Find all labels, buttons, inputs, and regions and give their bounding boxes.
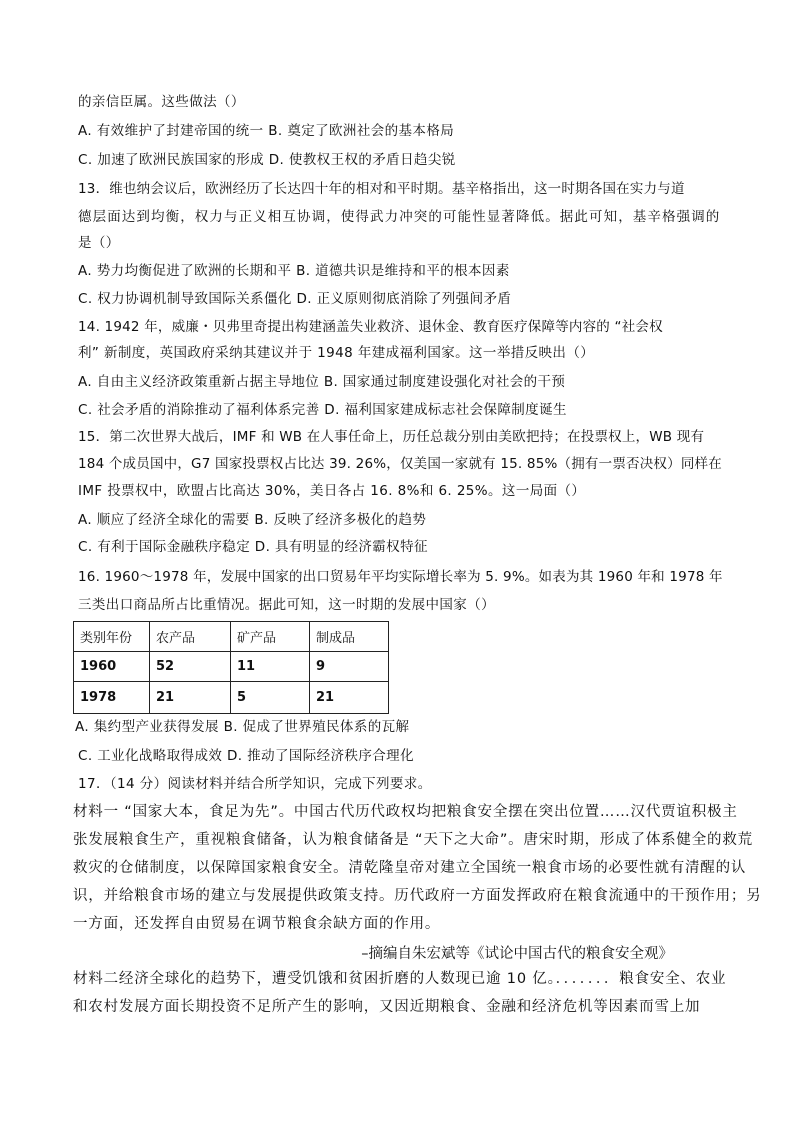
table-header-cell: 类别年份 xyxy=(74,622,150,652)
q16-options-cd: C. 工业化战略取得成效 D. 推动了国际经济秩序合理化 xyxy=(78,748,414,764)
table-header-cell: 农产品 xyxy=(150,622,231,652)
q14-stem-line2: 利” 新制度，英国政府采纳其建议并于 1948 年建成福利国家。这一举措反映出（） xyxy=(78,345,595,361)
table-row xyxy=(74,682,389,714)
q15-stem-line1: 15．第二次世界大战后，IMF 和 WB 在人事任命上，历任总裁分别由美欧把持；在投票权上，WB 现有 xyxy=(78,429,705,445)
material1-source: –摘编自朱宏斌等《试论中国古代的粮食安全观》 xyxy=(361,946,673,962)
table-cell: 21 xyxy=(310,682,389,714)
material1-line5: 一方面，还发挥自由贸易在调节粮食余缺方面的作用。 xyxy=(73,916,441,932)
table-header-row xyxy=(74,622,389,652)
q14-stem-line1: 14. 1942 年，威廉・贝弗里奇提出构建涵盖失业救济、退休金、教育医疗保障等内容的 “社会权 xyxy=(78,319,663,335)
q15-stem-line2: 184 个成员国中，G7 国家投票权占比达 39. 26%，仅美国一家就有 15. 85%（拥有一票否决权）同样在 xyxy=(78,456,722,472)
table-cell: 5 xyxy=(231,682,310,714)
q13-options-cd: C. 权力协调机制导致国际关系僵化 D. 正义原则彻底消除了列强间矛盾 xyxy=(78,291,512,307)
q13-options-ab: A. 势力均衡促进了欧洲的长期和平 B. 道德共识是维持和平的根本因素 xyxy=(78,263,510,279)
table-cell: 52 xyxy=(150,652,231,682)
table-cell: 21 xyxy=(150,682,231,714)
table-row xyxy=(74,652,389,682)
q13-stem-line2: 德层面达到均衡，权力与正义相互协调，使得武力冲突的可能性显著降低。据此可知，基辛格强调的 xyxy=(78,209,721,225)
material2-line1: 材料二经济全球化的趋势下，遭受饥饿和贫困折磨的人数现已逾 10 亿。．．．．．．．粮食安全、农业 xyxy=(73,971,727,987)
table-cell: 11 xyxy=(231,652,310,682)
q12-options-cd: C. 加速了欧洲民族国家的形成 D. 使教权王权的矛盾日趋尖锐 xyxy=(78,152,456,168)
q17-stem: 17．（14 分）阅读材料并结合所学知识，完成下列要求。 xyxy=(78,776,432,792)
q12-stem-end: 的亲信臣属。这些做法（） xyxy=(78,94,245,110)
q15-stem-line3: IMF 投票权中，欧盟占比高达 30%，美日各占 16. 8%和 6. 25%。这一局面（） xyxy=(78,483,586,499)
q14-options-ab: A. 自由主义经济政策重新占据主导地位 B. 国家通过制度建设强化对社会的干预 xyxy=(78,374,566,390)
q14-options-cd: C. 社会矛盾的消除推动了福利体系完善 D. 福利国家建成标志社会保障制度诞生 xyxy=(78,402,567,418)
q13-stem-line3: 是（） xyxy=(78,235,120,251)
q13-stem-line1: 13．维也纳会议后，欧洲经历了长达四十年的相对和平时期。基辛格指出，这一时期各国在实力与道 xyxy=(78,181,685,197)
q16-stem-line1: 16. 1960～1978 年，发展中国家的出口贸易年平均实际增长率为 5. 9%。如表为其 1960 年和 1978 年 xyxy=(78,569,723,585)
q16-stem-line2: 三类出口商品所占比重情况。据此可知，这一时期的发展中国家（） xyxy=(78,597,495,613)
export-share-table xyxy=(73,621,389,714)
table-cell: 1978 xyxy=(74,682,150,714)
material1-line3: 救灾的仓储制度，以保障国家粮食安全。清乾隆皇帝对建立全国统一粮食市场的必要性就有清醒的认 xyxy=(73,860,747,876)
table-header-cell: 矿产品 xyxy=(231,622,310,652)
material1-line1: 材料一 “国家大本，食足为先”。中国古代历代政权均把粮食安全摆在突出位置……汉代贾谊积极主 xyxy=(73,804,738,820)
material1-line4: 识，并给粮食市场的建立与发展提供政策支持。历代政府一方面发挥政府在粮食流通中的干预作用；另 xyxy=(73,888,762,904)
table-header-cell: 制成品 xyxy=(310,622,389,652)
q16-options-ab: A. 集约型产业获得发展 B. 促成了世界殖民体系的瓦解 xyxy=(75,719,410,735)
table-cell: 9 xyxy=(310,652,389,682)
q15-options-ab: A. 顺应了经济全球化的需要 B. 反映了经济多极化的趋势 xyxy=(78,512,427,528)
material2-line2: 和农村发展方面长期投资不足所产生的影响，又因近期粮食、金融和经济危机等因素而雪上加 xyxy=(73,999,701,1015)
q12-options-ab: A. 有效维护了封建帝国的统一 B. 奠定了欧洲社会的基本格局 xyxy=(78,123,455,139)
material1-line2: 张发展粮食生产，重视粮食储备，认为粮食储备是 “天下之大命”。唐宋时期，形成了体系健全的救荒 xyxy=(73,832,753,848)
q15-options-cd: C. 有利于国际金融秩序稳定 D. 具有明显的经济霸权特征 xyxy=(78,539,428,555)
table-cell: 1960 xyxy=(74,652,150,682)
